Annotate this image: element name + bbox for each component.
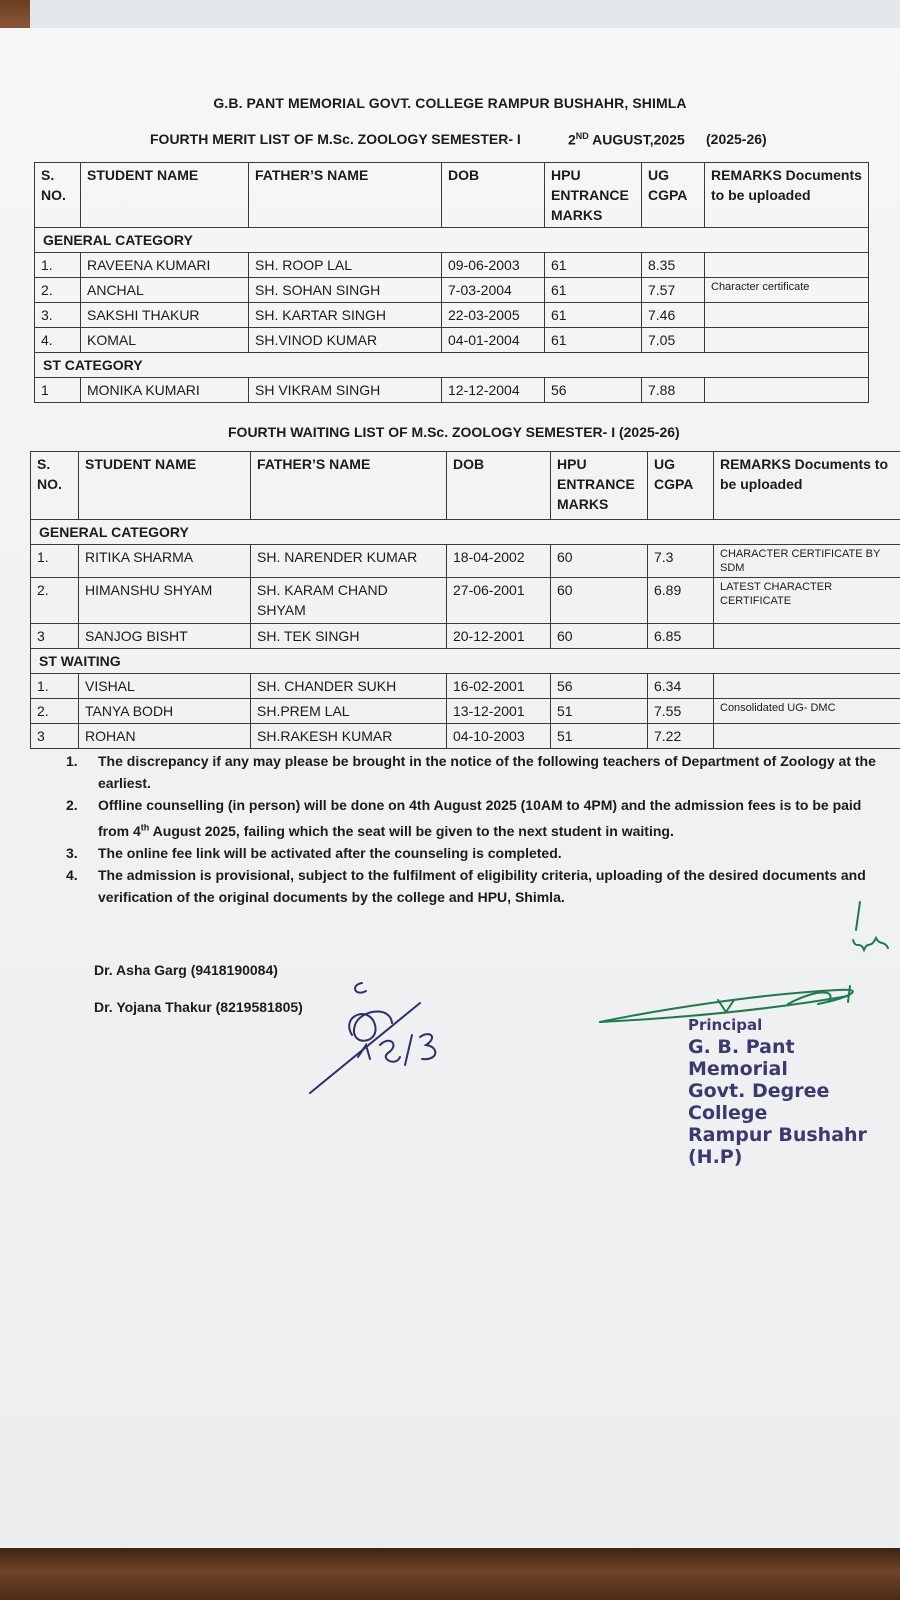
- cell-sno: 4.: [35, 328, 81, 353]
- cell-hpu: 61: [545, 253, 642, 278]
- table-row: [35, 253, 869, 278]
- column-header-father: FATHER’S NAME: [251, 452, 447, 520]
- cell-father: SH. NARENDER KUMAR: [251, 545, 447, 578]
- cell-remarks: Character certificate: [705, 278, 869, 303]
- cell-hpu: 60: [551, 545, 648, 578]
- cell-hpu: 61: [545, 303, 642, 328]
- cell-remarks: [705, 303, 869, 328]
- desk-surface-bottom: [0, 1548, 900, 1600]
- column-header-student: STUDENT NAME: [79, 452, 251, 520]
- cell-student: RITIKA SHARMA: [79, 545, 251, 578]
- college-seal: [688, 1014, 900, 1168]
- cell-dob: 09-06-2003: [442, 253, 545, 278]
- note-item: [66, 750, 896, 794]
- cell-student: ROHAN: [79, 724, 251, 749]
- table-row: [31, 699, 900, 724]
- category-row: [31, 520, 900, 545]
- cell-hpu: 51: [551, 724, 648, 749]
- seal-line: Govt. Degree College: [688, 1080, 830, 1124]
- category-label: GENERAL CATEGORY: [35, 228, 869, 253]
- cell-father: SH. KARTAR SINGH: [249, 303, 442, 328]
- cell-sno: 1: [35, 378, 81, 403]
- table-row: [31, 674, 900, 699]
- cell-sno: 3: [31, 624, 79, 649]
- column-header-dob: DOB: [442, 163, 545, 228]
- cell-remarks: CHARACTER CERTIFICATE BY SDM: [714, 545, 900, 578]
- category-label: ST CATEGORY: [35, 353, 869, 378]
- table-row: [31, 724, 900, 749]
- column-header-ug: UG CGPA: [642, 163, 705, 228]
- cell-ug: 6.89: [648, 578, 714, 624]
- note-text: The online fee link will be activated after the counseling is completed.: [98, 844, 562, 861]
- note-number: 3.: [66, 844, 78, 861]
- cell-student: TANYA BODH: [79, 699, 251, 724]
- column-header-student: STUDENT NAME: [81, 163, 249, 228]
- cell-ug: 8.35: [642, 253, 705, 278]
- cell-father: SH. SOHAN SINGH: [249, 278, 442, 303]
- merit-list-session: (2025-26): [706, 131, 767, 147]
- column-header-dob: DOB: [447, 452, 551, 520]
- cell-father: SH VIKRAM SINGH: [249, 378, 442, 403]
- cell-sno: 2.: [31, 578, 79, 624]
- teacher-signature: [300, 975, 470, 1100]
- institution-heading: G.B. PANT MEMORIAL GOVT. COLLEGE RAMPUR BUSHAHR, SHIMLA: [213, 95, 687, 111]
- contact-teacher: Dr. Yojana Thakur (8219581805): [94, 999, 303, 1015]
- category-label: ST WAITING: [31, 649, 900, 674]
- cell-dob: 18-04-2002: [447, 545, 551, 578]
- note-number: 1.: [66, 753, 78, 769]
- cell-dob: 04-01-2004: [442, 328, 545, 353]
- cell-ug: 6.85: [648, 624, 714, 649]
- cell-student: RAVEENA KUMARI: [81, 253, 249, 278]
- category-row: [35, 228, 869, 253]
- seal-line: G. B. Pant Memorial: [688, 1036, 795, 1080]
- cell-student: SAKSHI THAKUR: [81, 303, 249, 328]
- seal-title: Principal: [688, 1016, 763, 1034]
- cell-sno: 2.: [35, 278, 81, 303]
- cell-father: SH.PREM LAL: [251, 699, 447, 724]
- merit-list-table: [34, 162, 869, 403]
- table-header-row: [31, 452, 900, 520]
- cell-remarks: LATEST CHARACTER CERTIFICATE: [714, 578, 900, 624]
- cell-dob: 22-03-2005: [442, 303, 545, 328]
- note-item: [66, 842, 896, 864]
- cell-remarks: [714, 624, 900, 649]
- column-header-father: FATHER’S NAME: [249, 163, 442, 228]
- cell-dob: 12-12-2004: [442, 378, 545, 403]
- cell-hpu: 56: [551, 674, 648, 699]
- cell-hpu: 51: [551, 699, 648, 724]
- cell-sno: 1.: [31, 674, 79, 699]
- cell-father: SH. TEK SINGH: [251, 624, 447, 649]
- cell-sno: 2.: [31, 699, 79, 724]
- waiting-list-table: [30, 451, 900, 749]
- cell-remarks: [714, 724, 900, 749]
- cell-ug: 7.57: [642, 278, 705, 303]
- cell-dob: 13-12-2001: [447, 699, 551, 724]
- cell-ug: 6.34: [648, 674, 714, 699]
- cell-remarks: Consolidated UG- DMC: [714, 699, 900, 724]
- seal-line: Rampur Bushahr (H.P): [688, 1124, 867, 1168]
- merit-list-title: FOURTH MERIT LIST OF M.Sc. ZOOLOGY SEMESTER- I: [150, 131, 521, 147]
- cell-ug: 7.05: [642, 328, 705, 353]
- column-header-ug: UG CGPA: [648, 452, 714, 520]
- table-row: [31, 578, 900, 624]
- note-text: Offline counselling (in person) will be done on 4th August 2025 (10AM to 4PM) and the admission fees is to be paid from 4th August 2025, failing which the seat will be given to the next student in waiting.: [98, 797, 862, 839]
- category-label: GENERAL CATEGORY: [31, 520, 900, 545]
- cell-father: SH.RAKESH KUMAR: [251, 724, 447, 749]
- cell-hpu: 61: [545, 328, 642, 353]
- merit-list-date: 2ND AUGUST,2025: [568, 131, 685, 148]
- cell-student: VISHAL: [79, 674, 251, 699]
- note-text: The admission is provisional, subject to the fulfilment of eligibility criteria, uploading of the desired documents and verification of the original documents by the college and HPU, Shimla.: [98, 866, 866, 905]
- cell-hpu: 60: [551, 624, 648, 649]
- cell-ug: 7.46: [642, 303, 705, 328]
- cell-remarks: [705, 328, 869, 353]
- category-row: [31, 649, 900, 674]
- cell-ug: 7.88: [642, 378, 705, 403]
- cell-student: SANJOG BISHT: [79, 624, 251, 649]
- cell-ug: 7.22: [648, 724, 714, 749]
- cell-student: HIMANSHU SHYAM: [79, 578, 251, 624]
- cell-sno: 3: [31, 724, 79, 749]
- notes-list: [66, 750, 896, 908]
- cell-remarks: [705, 253, 869, 278]
- cell-student: ANCHAL: [81, 278, 249, 303]
- column-header-remarks: REMARKS Documents to be uploaded: [705, 163, 869, 228]
- cell-sno: 1.: [31, 545, 79, 578]
- cell-hpu: 60: [551, 578, 648, 624]
- cell-dob: 7-03-2004: [442, 278, 545, 303]
- column-header-hpu: HPU ENTRANCE MARKS: [545, 163, 642, 228]
- cell-dob: 04-10-2003: [447, 724, 551, 749]
- cell-ug: 7.55: [648, 699, 714, 724]
- cell-hpu: 56: [545, 378, 642, 403]
- cell-hpu: 61: [545, 278, 642, 303]
- cell-remarks: [714, 674, 900, 699]
- column-header-hpu: HPU ENTRANCE MARKS: [551, 452, 648, 520]
- table-row: [35, 278, 869, 303]
- cell-father: SH. ROOP LAL: [249, 253, 442, 278]
- cell-father: SH.VINOD KUMAR: [249, 328, 442, 353]
- cell-father: SH. KARAM CHAND SHYAM: [251, 578, 447, 624]
- cell-student: MONIKA KUMARI: [81, 378, 249, 403]
- category-row: [35, 353, 869, 378]
- cell-sno: 1.: [35, 253, 81, 278]
- note-number: 2.: [66, 797, 78, 813]
- table-row: [31, 545, 900, 578]
- table-row: [31, 624, 900, 649]
- cell-ug: 7.3: [648, 545, 714, 578]
- table-header-row: [35, 163, 869, 228]
- cell-dob: 20-12-2001: [447, 624, 551, 649]
- table-row: [35, 328, 869, 353]
- note-item: [66, 794, 896, 842]
- column-header-sno: S. NO.: [31, 452, 79, 520]
- note-number: 4.: [66, 866, 78, 883]
- cell-dob: 27-06-2001: [447, 578, 551, 624]
- table-row: [35, 303, 869, 328]
- cell-sno: 3.: [35, 303, 81, 328]
- cell-remarks: [705, 378, 869, 403]
- table-row: [35, 378, 869, 403]
- contact-teacher: Dr. Asha Garg (9418190084): [94, 962, 278, 978]
- note-text: The discrepancy if any may please be brought in the notice of the following teachers of Department of Zoology at the earliest.: [98, 753, 876, 791]
- column-header-remarks: REMARKS Documents to be uploaded: [714, 452, 900, 520]
- cell-father: SH. CHANDER SUKH: [251, 674, 447, 699]
- cell-student: KOMAL: [81, 328, 249, 353]
- cell-dob: 16-02-2001: [447, 674, 551, 699]
- waiting-list-title: FOURTH WAITING LIST OF M.Sc. ZOOLOGY SEMESTER- I (2025-26): [228, 424, 680, 440]
- column-header-sno: S. NO.: [35, 163, 81, 228]
